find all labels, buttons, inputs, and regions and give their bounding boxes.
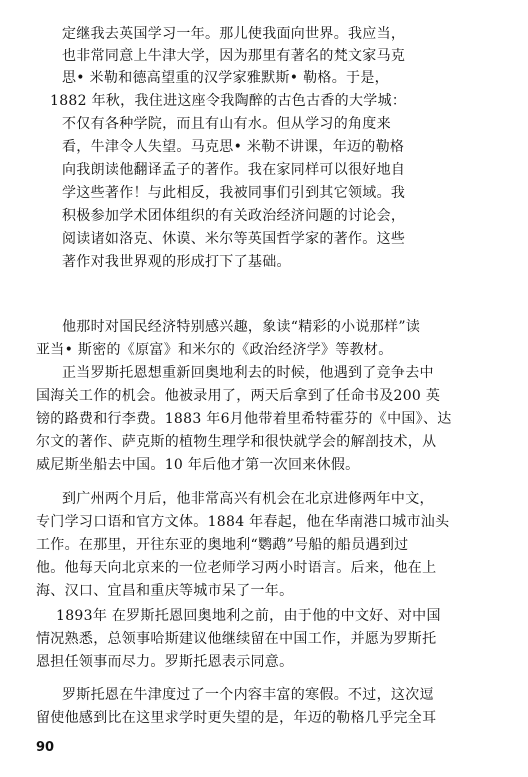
quote-line: 思• 米勒和德高望重的汉学家雅默斯• 勒格。于是， (62, 70, 389, 86)
body-line: 尔文的著作、萨克斯的植物生理学和很快就学会的解剖技术，从 (36, 434, 437, 450)
quote-line: 看，牛津令人失望。马克思• 米勒不讲课，年迈的勒格 (62, 139, 405, 155)
quote-line: 阅读诸如洛克、休谟、米尔等英国哲学家的著作。这些 (62, 231, 406, 247)
body-line: 工作。在那里，开往东亚的奥地利“鹦鹉”号船的船员遇到过 (36, 537, 409, 553)
body-line: 国海关工作的机会。他被录用了，两天后拿到了任命书及200 英 (36, 388, 441, 404)
quote-line: 不仅有各种学院，而且有山有水。但从学习的角度来 (62, 116, 391, 132)
body-line: 海、汉口、宜昌和重庆等城市呆了一年。 (36, 583, 294, 599)
body-line: 他那时对国民经济特别感兴趣，象读“精彩的小说那样”读 (62, 319, 421, 335)
quote-line: 积极参加学术团体组织的有关政治经济问题的讨论会， (62, 208, 406, 224)
quote-line: 定继我去英国学习一年。那儿使我面向世界。我应当， (62, 26, 406, 42)
body-line: 正当罗斯托恩想重新回奥地利去的时候，他遇到了竞争去中 (62, 365, 434, 381)
body-line: 镑的路费和行李费。1883 年6月他带着里希特霍芬的《中国》、达 (36, 411, 452, 427)
body-line: 亚当• 斯密的《原富》和米尔的《政治经济学》等教材。 (36, 342, 393, 358)
body-line: 威尼斯坐船去中国。10 年后他才第一次回来休假。 (36, 457, 360, 473)
quote-line: 1882 年秋，我住进这座令我陶醉的古色古香的大学城： (50, 93, 407, 109)
quote-line: 也非常同意上牛津大学，因为那里有著名的梵文家马克 (62, 48, 406, 64)
page-number: 90 (36, 740, 55, 755)
body-line: 留使他感到比在这里求学时更失望的是，年迈的勒格几乎完全耳 (36, 710, 437, 726)
body-line: 他。他每天向北京来的一位老师学习两小时语言。后来，他在上 (36, 560, 437, 576)
quote-line: 学这些著作！与此相反，我被同事们引到其它领域。我 (62, 185, 406, 201)
body-line: 罗斯托恩在牛津度过了一个内容丰富的寒假。不过，这次逗 (62, 687, 434, 703)
body-line: 恩担任领事而尽力。罗斯托恩表示同意。 (36, 654, 294, 670)
body-line: 情况熟悉，总领事哈斯建议他继续留在中国工作，并愿为罗斯托 (36, 631, 437, 647)
body-line: 专门学习口语和官方文体。1884 年春起，他在华南港口城市汕头 (36, 514, 450, 530)
body-line: 1893年 在罗斯托恩回奥地利之前，由于他的中文好、对中国 (56, 608, 441, 624)
quote-line: 著作对我世界观的形成打下了基础。 (62, 254, 291, 270)
body-line: 到广州两个月后，他非常高兴有机会在北京进修两年中文， (62, 491, 434, 507)
quote-line: 向我朗读他翻译孟子的著作。我在家同样可以很好地自 (62, 162, 406, 178)
